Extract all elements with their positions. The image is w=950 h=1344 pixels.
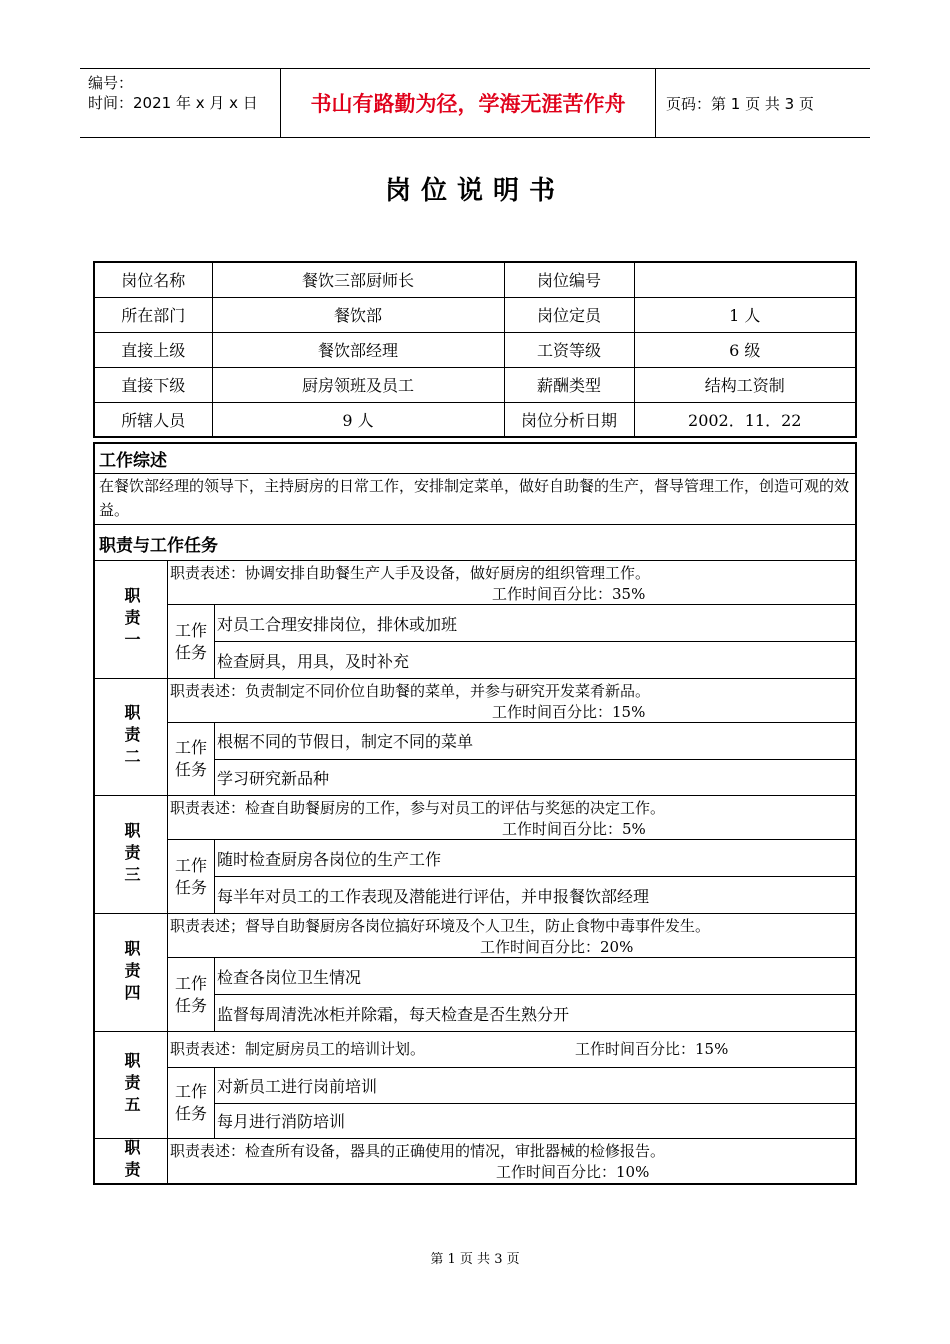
time-percent: 工作时间百分比：10% — [496, 1163, 650, 1181]
page-header — [80, 68, 870, 138]
table-row — [94, 367, 856, 402]
summary-text: 在餐饮部经理的领导下，主持厨房的日常工作，安排制定菜单，做好自助餐的生产，督导管理工作，创造可观的效益。 — [99, 477, 850, 519]
duty-label: 职责 — [95, 1139, 168, 1183]
time-percent: 工作时间百分比：35% — [492, 585, 646, 603]
info-key: 所在部门 — [94, 297, 212, 332]
task-label: 工作任务 — [168, 840, 215, 913]
duty-desc — [168, 1139, 855, 1183]
duty-block — [93, 1031, 857, 1138]
duty-statement: 职责表述：检查所有设备，器具的正确使用的情况，审批器械的检修报告。 — [170, 1142, 666, 1160]
table-row — [94, 332, 856, 367]
info-value: 6 级 — [634, 332, 856, 367]
time-percent: 工作时间百分比：5% — [502, 820, 646, 838]
time-percent: 工作时间百分比：15% — [492, 703, 646, 721]
info-key: 直接上级 — [94, 332, 212, 367]
duty-label: 职责四 — [95, 914, 168, 1031]
task-item: 学习研究新品种 — [215, 759, 855, 796]
task-item: 每半年对员工的工作表现及潜能进行评估，并申报餐饮部经理 — [215, 876, 855, 913]
info-value: 餐饮部经理 — [212, 332, 504, 367]
duty-block — [93, 678, 857, 795]
header-meta — [80, 69, 280, 137]
duty-block — [93, 795, 857, 913]
duty-desc — [168, 914, 855, 958]
duty-label: 职责三 — [95, 796, 168, 913]
page-footer: 第 1 页 共 3 页 — [430, 1252, 520, 1267]
summary-heading: 工作综述 — [95, 444, 855, 474]
task-item: 每月进行消防培训 — [215, 1103, 855, 1139]
task-item: 监督每周清洗冰柜并除霜，每天检查是否生熟分开 — [215, 994, 855, 1031]
duty-label: 职责二 — [95, 679, 168, 795]
duty-block — [93, 1138, 857, 1185]
task-label: 工作任务 — [168, 958, 215, 1031]
duties-section — [93, 524, 857, 560]
info-key: 岗位编号 — [504, 262, 634, 297]
duty-statement: 职责表述：协调安排自助餐生产人手及设备，做好厨房的组织管理工作。 — [170, 564, 651, 582]
duty-statement: 职责表述：负责制定不同价位自助餐的菜单，并参与研究开发菜肴新品。 — [170, 682, 651, 700]
duty-desc — [168, 679, 855, 723]
duty-statement: 职责表述：制定厨房员工的培训计划。 — [170, 1040, 426, 1058]
info-value: 2002．11．22 — [634, 402, 856, 437]
duty-block — [93, 560, 857, 678]
info-value: 9 人 — [212, 402, 504, 437]
task-item: 对员工合理安排岗位，排休或加班 — [217, 614, 458, 634]
info-key: 岗位定员 — [504, 297, 634, 332]
task-item: 对新员工进行岗前培训 — [217, 1076, 378, 1096]
duty-label: 职责五 — [95, 1032, 168, 1138]
info-value: 厨房领班及员工 — [212, 367, 504, 402]
info-key: 薪酬类型 — [504, 367, 634, 402]
task-item: 随时检查厨房各岗位的生产工作 — [217, 849, 442, 869]
info-key: 岗位分析日期 — [504, 402, 634, 437]
info-value: 1 人 — [634, 297, 856, 332]
task-label: 工作任务 — [168, 723, 215, 795]
duty-desc — [168, 796, 855, 840]
duty-statement: 职责表述：检查自助餐厨房的工作，参与对员工的评估与奖惩的决定工作。 — [170, 799, 666, 817]
info-key: 直接下级 — [94, 367, 212, 402]
duties-heading: 职责与工作任务 — [99, 536, 218, 556]
duty-statement: 职责表述；督导自助餐厨房各岗位搞好环境及个人卫生，防止食物中毒事件发生。 — [170, 917, 711, 935]
info-value — [634, 262, 856, 297]
header-page: 页码：第 1 页 共 3 页 — [666, 94, 814, 113]
duty-desc — [168, 561, 855, 605]
task-label: 工作任务 — [168, 1068, 215, 1138]
date-label: 时间：2021 年 x 月 x 日 — [88, 94, 258, 112]
duty-block — [93, 913, 857, 1031]
work-summary-section — [93, 442, 857, 524]
time-percent: 工作时间百分比：20% — [480, 938, 634, 956]
document-title: 岗位说明书 — [384, 176, 565, 206]
task-label: 工作任务 — [168, 605, 215, 678]
info-key: 工资等级 — [504, 332, 634, 367]
table-row — [94, 262, 856, 297]
info-key: 所辖人员 — [94, 402, 212, 437]
info-value: 餐饮三部厨师长 — [212, 262, 504, 297]
number-label: 编号： — [88, 74, 134, 92]
time-percent: 工作时间百分比：15% — [575, 1040, 729, 1058]
task-item: 检查各岗位卫生情况 — [217, 967, 362, 987]
task-item: 检查厨具，用具，及时补充 — [215, 641, 855, 678]
duty-desc — [168, 1032, 855, 1068]
duty-label: 职责一 — [95, 561, 168, 678]
header-motto: 书山有路勤为径，学海无涯苦作舟 — [280, 69, 656, 137]
info-table — [93, 261, 857, 438]
info-value: 餐饮部 — [212, 297, 504, 332]
table-row — [94, 297, 856, 332]
info-key: 岗位名称 — [94, 262, 212, 297]
task-item: 根椐不同的节假日，制定不同的菜单 — [217, 732, 474, 752]
table-row — [94, 402, 856, 437]
info-value: 结构工资制 — [634, 367, 856, 402]
